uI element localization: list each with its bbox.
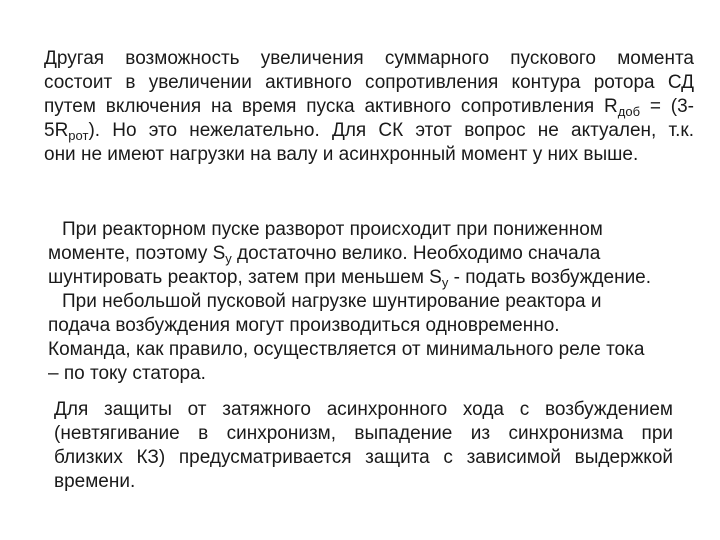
text-line: Другая возможность увеличения суммарного пускового момента — [44, 48, 694, 69]
subscript: у — [225, 251, 232, 266]
subscript: у — [441, 275, 449, 290]
paragraph-reactor-start — [48, 218, 688, 386]
text-line: состоит в увеличении активного сопротивления контура ротора СД — [44, 72, 694, 93]
text-line: времени. — [54, 471, 136, 492]
text-line: При небольшой пусковой нагрузке шунтирование реактора и — [62, 291, 602, 312]
text-line: шунтировать реактор, затем при меньшем $S_у$ - подать возбуждение. — [48, 267, 652, 290]
text-line: Для защиты от затяжного асинхронного хода с возбуждением — [54, 399, 673, 420]
text-line: При реакторном пуске разворот происходит при пониженном — [62, 219, 603, 240]
text-line: – по току статора. — [48, 363, 206, 384]
text-line: подача возбуждения могут производиться одновременно. — [48, 315, 560, 336]
text-line: они не имеют нагрузки на валу и асинхронный момент у них выше. — [44, 144, 639, 165]
subscript: доб — [617, 104, 641, 119]
text-line: близких КЗ) предусматривается защита с зависимой выдержкой — [54, 447, 673, 468]
text-line: моменте, поэтому $S_у$ достаточно велико. Необходимо сначала — [48, 243, 601, 266]
paragraph-starting-torque — [44, 47, 694, 167]
text-line: $5R_{рот}$). Но это нежелательно. Для СК этот вопрос не актуален, т.к. — [44, 120, 694, 143]
text-line: Команда, как правило, осуществляется от минимального реле тока — [48, 339, 645, 360]
text-line: (невтягивание в синхронизм, выпадение из синхронизма при — [54, 423, 673, 444]
text-line: путем включения на время пуска активного сопротивления $R_{доб} = (3-$ — [44, 96, 694, 119]
subscript: рот — [68, 128, 89, 143]
paragraph-protection — [54, 398, 673, 494]
